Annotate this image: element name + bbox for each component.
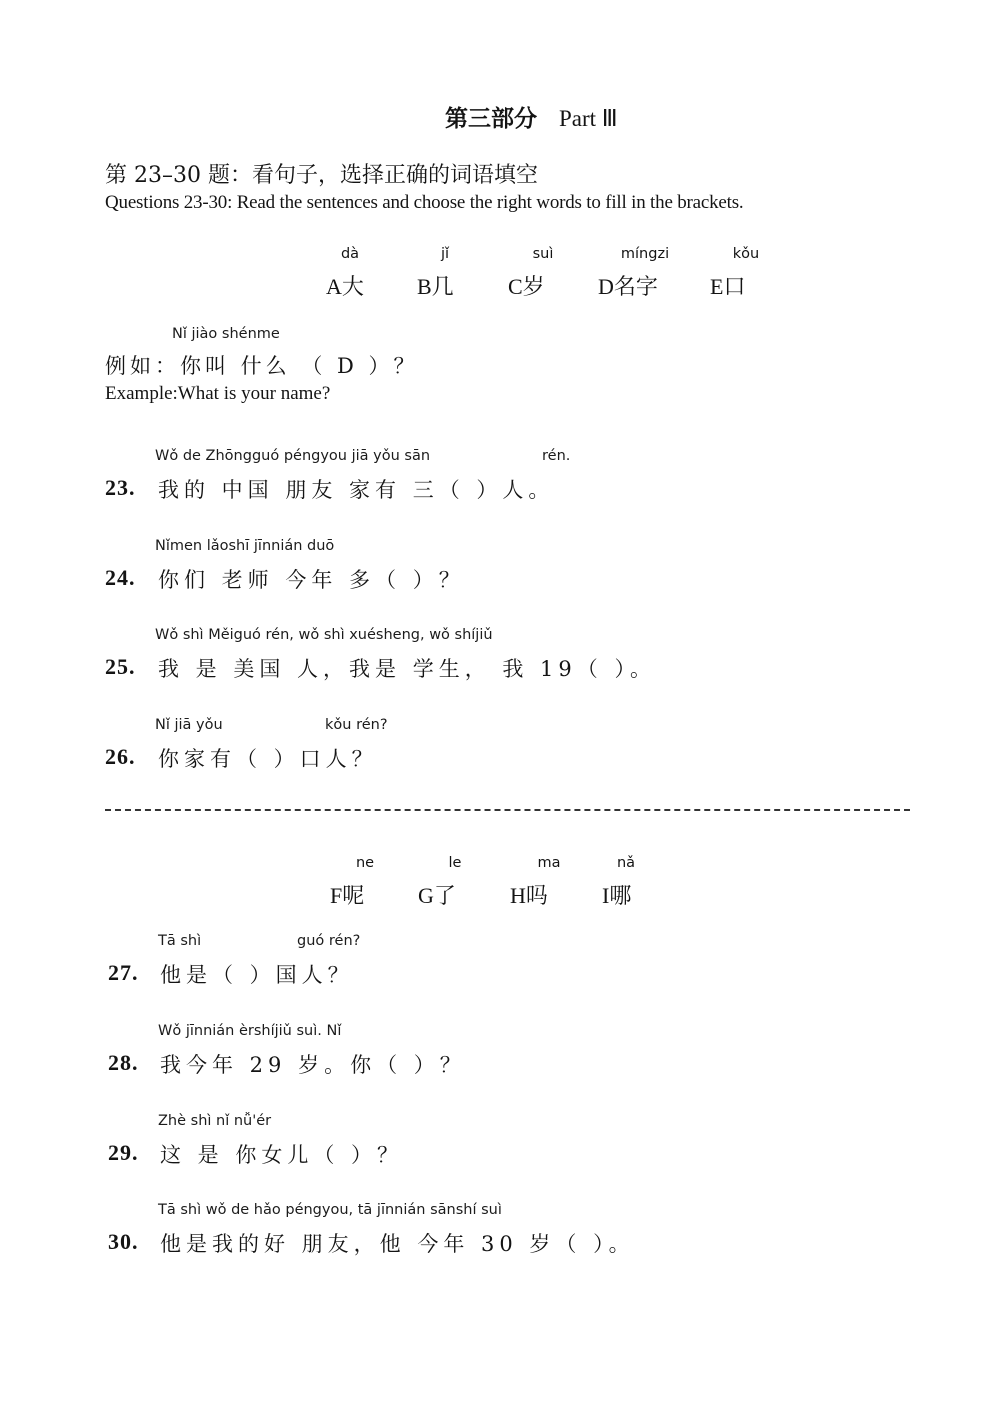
question-number: 29. xyxy=(108,1140,139,1165)
option-pinyin: le xyxy=(448,855,462,871)
question-number: 24. xyxy=(105,565,136,590)
option-b: B几 xyxy=(417,274,454,299)
question-number: 30. xyxy=(108,1229,139,1254)
example-pinyin: Nǐ jiào shénme xyxy=(172,326,280,342)
question-sentence: 我 是 美国 人，我是 学生， 我 19（ ）。 xyxy=(158,657,656,681)
section-divider xyxy=(105,809,910,811)
option-pinyin: kǒu xyxy=(732,246,760,262)
question-number: 25. xyxy=(105,654,136,679)
option-pinyin: ma xyxy=(537,855,561,871)
example-sentence: 例如：你叫 什么 （ D ）？ xyxy=(105,354,419,378)
question-pinyin-tail: rén. xyxy=(542,448,571,464)
option-a: A大 xyxy=(326,274,364,299)
question-sentence: 他是我的好 朋友，他 今年 30 岁（ ）。 xyxy=(160,1232,635,1256)
option-e: E口 xyxy=(710,274,746,299)
question-number: 26. xyxy=(105,744,136,769)
question-sentence: 你们 老师 今年 多（ ）？ xyxy=(158,568,465,592)
question-sentence: 他是（ ）国人？ xyxy=(160,963,354,987)
option-h: H吗 xyxy=(510,883,548,908)
option-g: G了 xyxy=(418,883,456,908)
title-en: Part Ⅲ xyxy=(559,106,618,131)
question-pinyin-tail: kǒu rén? xyxy=(325,717,388,733)
question-sentence: 你家有（ ）口人？ xyxy=(158,747,378,771)
option-f: F呢 xyxy=(330,883,365,908)
question-pinyin: Zhè shì nǐ nǚ'ér xyxy=(158,1113,272,1129)
option-pinyin: suì xyxy=(532,246,554,262)
example-translation: Example:What is your name? xyxy=(105,383,331,404)
option-c: C岁 xyxy=(508,274,545,299)
question-pinyin: Nǐ jiā yǒu xyxy=(155,717,223,733)
instructions-zh: 第 23–30 题：看句子，选择正确的词语填空 xyxy=(105,163,538,188)
question-number: 23. xyxy=(105,475,136,500)
question-number: 27. xyxy=(108,960,139,985)
question-sentence: 我今年 29 岁。你（ ）？ xyxy=(160,1053,466,1077)
option-d: D名字 xyxy=(598,274,658,299)
question-pinyin: Wǒ shì Měiguó rén, wǒ shì xuésheng, wǒ shíjiǔ xyxy=(155,627,493,643)
question-pinyin: Wǒ jīnnián èrshíjiǔ suì. Nǐ xyxy=(158,1023,342,1039)
question-pinyin: Wǒ de Zhōngguó péngyou jiā yǒu sān xyxy=(155,448,431,464)
question-pinyin: Tā shì wǒ de hǎo péngyou, tā jīnnián sānshí suì xyxy=(158,1202,502,1218)
option-pinyin: míngzi xyxy=(620,246,670,262)
option-pinyin: ne xyxy=(355,855,375,871)
option-pinyin: nǎ xyxy=(616,855,636,871)
option-i: I哪 xyxy=(602,883,632,908)
question-sentence: 这 是 你女儿（ ）？ xyxy=(160,1143,404,1167)
title-zh: 第三部分 xyxy=(445,105,537,132)
page-title xyxy=(445,100,618,133)
question-pinyin-tail: guó rén? xyxy=(297,933,361,949)
question-number: 28. xyxy=(108,1050,139,1075)
instructions-en: Questions 23-30: Read the sentences and choose the right words to fill in the brackets. xyxy=(105,192,744,213)
question-pinyin: Nǐmen lǎoshī jīnnián duō xyxy=(155,538,335,554)
question-sentence: 我的 中国 朋友 家有 三（ ）人。 xyxy=(158,478,555,502)
option-pinyin: dà xyxy=(340,246,360,262)
option-pinyin: jǐ xyxy=(440,246,450,262)
question-pinyin: Tā shì xyxy=(158,933,202,949)
